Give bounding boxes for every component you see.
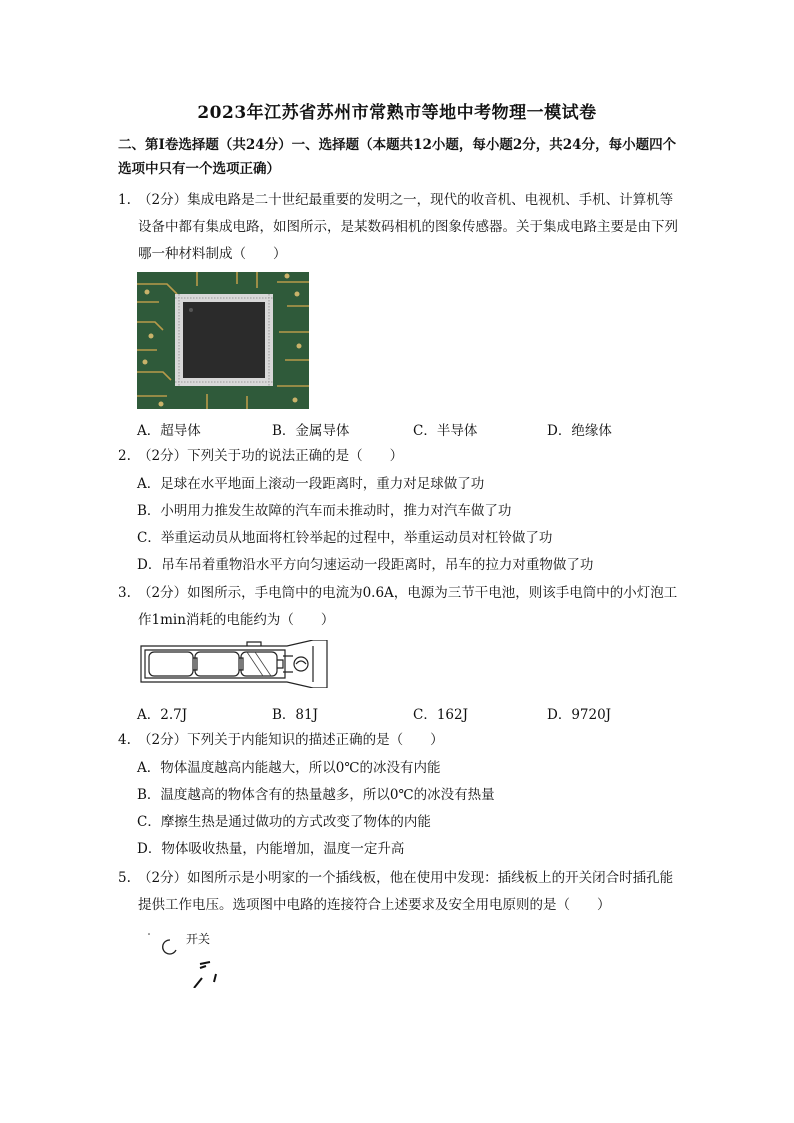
q1-option-b: B．金属导体 xyxy=(272,423,350,439)
exam-title: 2023年江苏省苏州市常熟市等地中考物理一模试卷 xyxy=(197,103,597,123)
question-text: （2分）下列关于内能知识的描述正确的是（ ） xyxy=(138,732,444,748)
q3-option-c: C．162J xyxy=(413,707,469,723)
q2-option-a: A．足球在水平地面上滚动一段距离时，重力对足球做了功 xyxy=(137,476,485,492)
switch-label: 开关 xyxy=(186,932,211,946)
q3-option-d: D．9720J xyxy=(547,707,612,723)
q1-option-d: D．绝缘体 xyxy=(547,423,612,439)
q4-option-d: D．物体吸收热量，内能增加，温度一定升高 xyxy=(137,841,405,857)
q3-option-b: B．81J xyxy=(272,707,319,723)
integrated-circuit-image xyxy=(137,272,309,409)
question-number: 3. xyxy=(118,585,131,601)
section-heading: 二、第I卷选择题（共24分）一、选择题（本题共12小题，每小题2分，共24分，每小题四个选项中只有一个选项正确） xyxy=(118,137,677,177)
q3-option-a: A．2.7J xyxy=(137,707,188,723)
question-1 xyxy=(118,187,678,268)
flashlight-image xyxy=(137,640,330,688)
q2-option-c: C．举重运动员从地面将杠铃举起的过程中，举重运动员对杠铃做了功 xyxy=(137,530,553,546)
question-number: 5. xyxy=(118,870,131,886)
question-4 xyxy=(118,727,678,754)
q1-option-c: C．半导体 xyxy=(413,423,478,439)
question-text: （2分）如图所示是小明家的一个插线板，他在使用中发现：插线板上的开关闭合时插孔能提供工作电压。选项图中电路的连接符合上述要求及安全用电原则的是（ ） xyxy=(138,870,674,913)
question-number: 2. xyxy=(118,448,131,464)
question-text: （2分）下列关于功的说法正确的是（ ） xyxy=(138,448,404,464)
question-5 xyxy=(118,865,678,919)
question-text: （2分）如图所示，手电筒中的电流为0.6A，电源为三节干电池，则该手电筒中的小灯泡工作1min消耗的电能约为（ ） xyxy=(138,585,678,628)
question-number: 4. xyxy=(118,732,131,748)
question-2 xyxy=(118,443,678,470)
q4-option-a: A．物体温度越高内能越大，所以0℃的冰没有内能 xyxy=(137,760,441,776)
q4-option-c: C．摩擦生热是通过做功的方式改变了物体的内能 xyxy=(137,814,431,830)
q2-option-b: B．小明用力推发生故障的汽车而未推动时，推力对汽车做了功 xyxy=(137,503,512,519)
q2-option-d: D．吊车吊着重物沿水平方向匀速运动一段距离时，吊车的拉力对重物做了功 xyxy=(137,557,594,573)
question-number: 1. xyxy=(118,192,131,208)
q4-option-b: B．温度越高的物体含有的热量越多，所以0℃的冰没有热量 xyxy=(137,787,495,803)
question-text: （2分）集成电路是二十世纪最重要的发明之一，现代的收音机、电视机、手机、计算机等设备中都有集成电路，如图所示，是某数码相机的图象传感器。关于集成电路主要是由下列哪一种材料制成（ ） xyxy=(138,192,678,262)
question-3 xyxy=(118,580,678,634)
q1-option-a: A．超导体 xyxy=(137,423,201,439)
